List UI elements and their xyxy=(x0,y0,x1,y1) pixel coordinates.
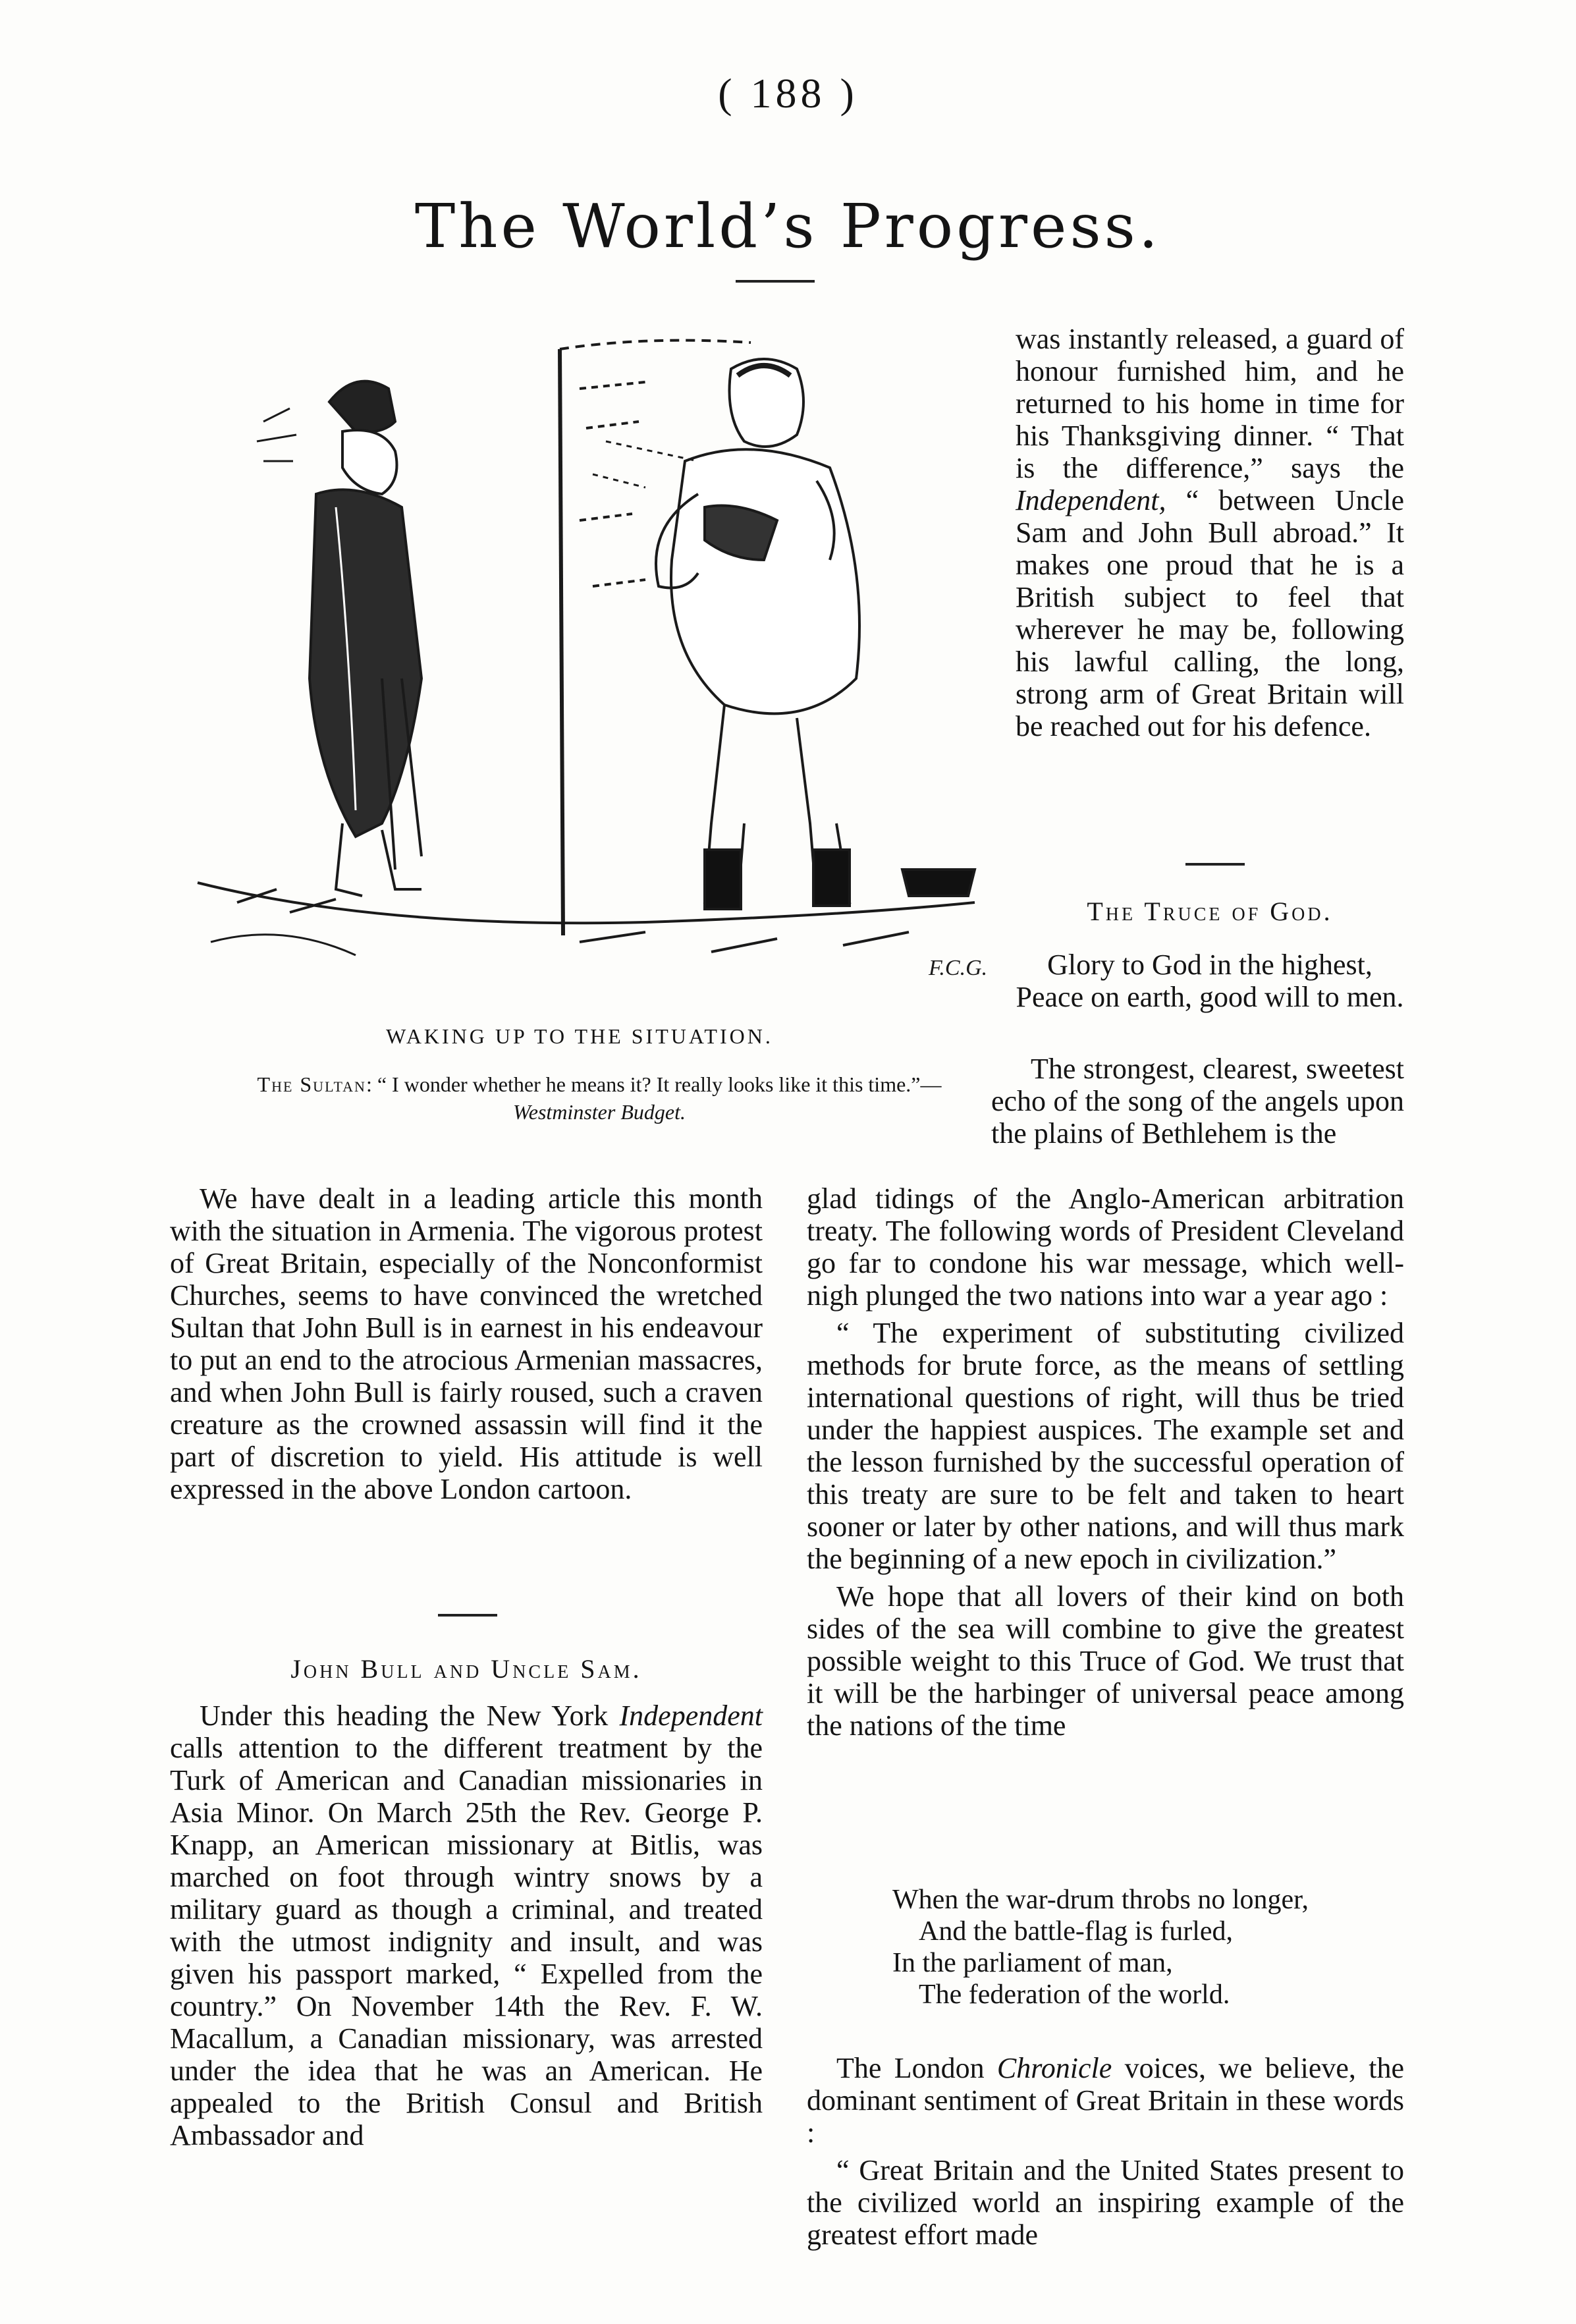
truce-intro-block xyxy=(991,1053,1404,1149)
poem-line: When the war-drum throbs no longer, xyxy=(892,1885,1309,1915)
left-column xyxy=(170,1182,763,1505)
paragraph-armenia: We have dealt in a leading article this month with the situation in Armenia. The vigorous protest of Great Britain, especially of the Nonconformist Churches, seems to have convinced the wretched Sultan that John Bull is in earnest in his endeavour to put an end to the atrocious Armenian massacres, and when John Bull is fairly roused, such a craven creature as the crowned assassin will find it the part of discretion to yield. His attitude is well expressed in the above London cartoon. xyxy=(170,1182,763,1505)
john-bull-heading: John Bull and Uncle Sam. xyxy=(290,1654,642,1684)
title-rule xyxy=(736,280,815,283)
truce-heading: The Truce of God. xyxy=(1087,897,1333,926)
truce-epigraph-block xyxy=(1016,949,1404,1013)
paragraph-final: “ Great Britain and the United States present to the civilized world an inspiring example of the greatest effort made xyxy=(807,2154,1404,2251)
cartoon-caption-title: WAKING UP TO THE SITUATION. xyxy=(386,1024,773,1048)
paragraph-missionaries: Under this heading the New York Independent calls attention to the different treatment by the Turk of American and Canadian missionaries in Asia Minor. On March 25th the Rev. George P. Knapp, an American missionary at Bitlis, was marched on foot through wintry snows by a military guard as though a criminal, and treated with the utmost indignity and insult, and was given his passport marked, “ Expelled from the country.” On November 14th the Rev. F. W. Macallum, a Canadian missionary, was arrested under the idea that he was an American. He appealed to the British Consul and British Ambassador and xyxy=(170,1700,763,2151)
page-title: The World’s Progress. xyxy=(414,191,1162,262)
cartoon-signature: F.C.G. xyxy=(929,956,988,980)
poem-line: In the parliament of man, xyxy=(892,1948,1173,1978)
paragraph-truce-hope: We hope that all lovers of their kind on both sides of the sea will combine to give the greatest possible weight to this Truce of God. We trust that it will be the harbinger of universal peace among the nations of the time xyxy=(807,1580,1404,1742)
page-number: ( 188 ) xyxy=(718,70,858,117)
cartoon-illustration xyxy=(184,310,994,1001)
truce-epigraph: Glory to God in the highest, Peace on earth, good will to men. xyxy=(1016,949,1404,1013)
section-rule xyxy=(1185,863,1245,866)
right-column-lower xyxy=(807,1182,1404,1742)
poem xyxy=(892,1884,1367,2010)
caption-speaker: The Sultan xyxy=(257,1072,366,1096)
truce-intro: The strongest, clearest, sweetest echo of the song of the angels upon the plains of Bethlehem is the xyxy=(991,1053,1404,1149)
section-rule-left xyxy=(438,1614,497,1617)
caption-source: Westminster Budget. xyxy=(513,1100,686,1124)
poem-line: And the battle-flag is furled, xyxy=(919,1916,1234,1947)
right-column-bottom xyxy=(807,2052,1404,2251)
caption-quote: : “ I wonder whether he means it? It really looks like it this time.”— xyxy=(366,1072,942,1096)
cartoon-caption xyxy=(217,1070,981,1126)
poem-line: The federation of the world. xyxy=(919,1979,1230,2010)
paragraph-cleveland-quote: “ The experiment of substituting civilized methods for brute force, as the means of settling international questions of right, will thus be tried under the happiest auspices. The example set and the lesson furnished by the successful operation of this treaty are sure to be felt and taken to heart sooner or later by other nations, and will thus mark the beginning of a new epoch in civilization.” xyxy=(807,1317,1404,1575)
right-column-top xyxy=(1016,323,1404,742)
paragraph-release: was instantly released, a guard of honour furnished him, and he returned to his home in time for his Thanksgiving dinner. “ That is the difference,” says the Independent, “ between Uncle Sam and John Bull abroad.” It makes one proud that he is a British subject to feel that wherever he may be, following his lawful calling, the long, strong arm of Great Britain will be reached out for his defence. xyxy=(1016,323,1404,742)
left-column-lower xyxy=(170,1700,763,2151)
paragraph-treaty: glad tidings of the Anglo-American arbitration treaty. The following words of President Cleveland go far to condone his war message, which well-nigh plunged the two nations into war a year ago : xyxy=(807,1182,1404,1312)
paragraph-chronicle: The London Chronicle voices, we believe, the dominant sentiment of Great Britain in these words : xyxy=(807,2052,1404,2149)
